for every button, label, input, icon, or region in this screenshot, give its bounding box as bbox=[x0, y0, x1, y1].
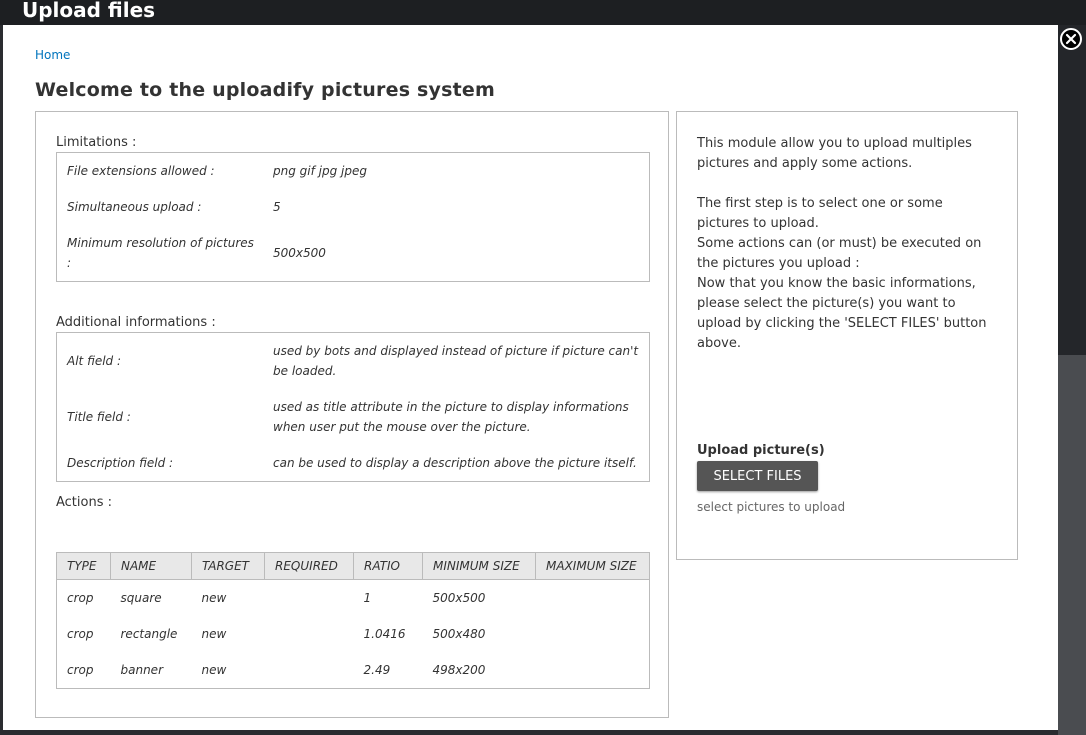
column-header-maximum-size: MAXIMUM SIZE bbox=[536, 553, 650, 580]
help-step-3: Now that you know the basic informations, please select the picture(s) you want to upload by clicking the 'SELECT FILES' button above. bbox=[697, 276, 987, 351]
limitations-label: Limitations : bbox=[56, 135, 137, 150]
cell-minimum-size: 498x200 bbox=[432, 663, 486, 677]
column-header-ratio: RATIO bbox=[354, 553, 423, 580]
limitations-box bbox=[56, 152, 650, 282]
limitation-key: Simultaneous upload : bbox=[67, 200, 202, 214]
overlay-title: Upload files bbox=[22, 0, 156, 22]
additional-key: Title field : bbox=[67, 410, 131, 424]
help-intro: This module allow you to upload multiples pictures and apply some actions. bbox=[697, 136, 972, 171]
additional-value: can be used to display a description above the picture itself. bbox=[273, 456, 637, 470]
cell-maximum-size bbox=[536, 616, 650, 652]
additional-row bbox=[57, 341, 649, 381]
cell-required bbox=[265, 616, 354, 652]
cell-ratio: 2.49 bbox=[363, 663, 391, 677]
limitation-row bbox=[57, 161, 649, 181]
table-header-row bbox=[57, 553, 650, 580]
close-button[interactable] bbox=[1060, 28, 1082, 50]
upload-label: Upload picture(s) bbox=[697, 443, 825, 458]
column-header-name: NAME bbox=[111, 553, 192, 580]
cell-name: banner bbox=[120, 663, 163, 677]
cell-type: crop bbox=[67, 663, 94, 677]
limitation-key: Minimum resolution of pictures : bbox=[67, 236, 254, 270]
cell-target: new bbox=[201, 591, 227, 605]
help-text bbox=[697, 134, 997, 354]
help-step-2: Some actions can (or must) be executed on the pictures you upload : bbox=[697, 236, 982, 271]
help-step-1: The first step is to select one or some pictures to upload. bbox=[697, 196, 943, 231]
close-icon bbox=[1065, 33, 1077, 45]
info-panel bbox=[35, 111, 669, 718]
cell-maximum-size bbox=[536, 580, 650, 617]
cell-target: new bbox=[201, 663, 227, 677]
limitation-row bbox=[57, 197, 649, 217]
select-files-button[interactable]: SELECT FILES bbox=[697, 461, 818, 491]
table-row bbox=[57, 616, 650, 652]
additional-key: Description field : bbox=[67, 456, 174, 470]
limitation-value: png gif jpg jpeg bbox=[273, 164, 367, 178]
modal-dialog bbox=[3, 25, 1058, 730]
cell-minimum-size: 500x480 bbox=[432, 627, 486, 641]
cell-type: crop bbox=[67, 627, 94, 641]
page-title: Welcome to the uploadify pictures system bbox=[35, 79, 495, 101]
additional-value: used as title attribute in the picture to display informations when user put the mouse over the picture. bbox=[273, 400, 629, 434]
cell-ratio: 1 bbox=[363, 591, 372, 605]
table-row bbox=[57, 652, 650, 689]
cell-ratio: 1.0416 bbox=[363, 627, 406, 641]
column-header-required: REQUIRED bbox=[265, 553, 354, 580]
limitation-value: 5 bbox=[273, 200, 281, 214]
additional-box bbox=[56, 332, 650, 482]
table-row bbox=[57, 580, 650, 617]
cell-maximum-size bbox=[536, 652, 650, 689]
additional-value: used by bots and displayed instead of picture if picture can't be loaded. bbox=[273, 344, 639, 378]
column-header-target: TARGET bbox=[192, 553, 265, 580]
additional-key: Alt field : bbox=[67, 354, 122, 368]
additional-row bbox=[57, 397, 649, 437]
cell-required bbox=[265, 652, 354, 689]
cell-minimum-size: 500x500 bbox=[432, 591, 486, 605]
additional-label: Additional informations : bbox=[56, 315, 216, 330]
actions-table bbox=[56, 552, 650, 689]
cell-target: new bbox=[201, 627, 227, 641]
breadcrumb-home[interactable]: Home bbox=[35, 48, 71, 62]
column-header-minimum-size: MINIMUM SIZE bbox=[423, 553, 536, 580]
upload-description: select pictures to upload bbox=[697, 500, 846, 514]
cell-type: crop bbox=[67, 591, 94, 605]
limitation-key: File extensions allowed : bbox=[67, 164, 215, 178]
limitation-row bbox=[57, 233, 649, 273]
overlay-header bbox=[0, 0, 1086, 25]
column-header-type: TYPE bbox=[57, 553, 111, 580]
limitation-value: 500x500 bbox=[273, 246, 326, 260]
cell-name: rectangle bbox=[120, 627, 178, 641]
cell-name: square bbox=[120, 591, 162, 605]
upload-panel bbox=[676, 111, 1018, 560]
backdrop bbox=[1058, 25, 1086, 735]
actions-label: Actions : bbox=[56, 495, 112, 510]
additional-row bbox=[57, 453, 649, 473]
cell-required bbox=[265, 580, 354, 617]
